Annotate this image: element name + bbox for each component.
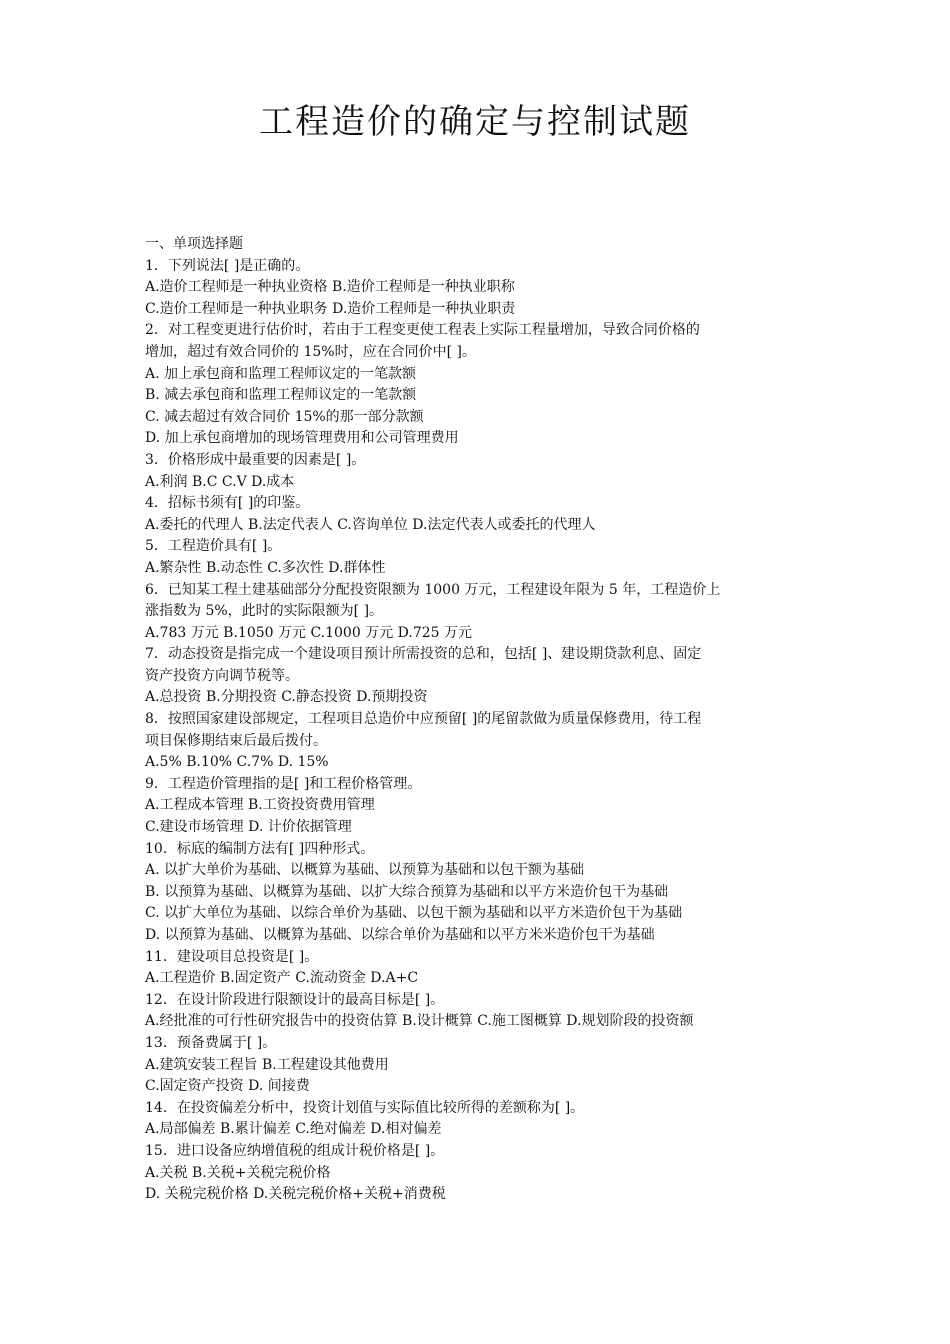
question-2-option-c: C. 减去超过有效合同价 15%的那一部分款额 [145, 408, 424, 425]
question-10-option-b: B. 以预算为基础、以概算为基础、以扩大综合预算为基础和以平方米造价包干为基础 [145, 883, 669, 900]
question-6-continued: 涨指数为 5%，此时的实际限额为[ ]。 [145, 603, 384, 620]
question-10: 10．标底的编制方法有[ ]四种形式。 [145, 840, 375, 857]
question-15: 15．进口设备应纳增值税的组成计税价格是[ ]。 [145, 1142, 445, 1159]
question-3: 3．价格形成中最重要的因素是[ ]。 [145, 451, 366, 468]
document-body [145, 234, 810, 1206]
question-8-options: A.5% B.10% C.7% D. 15% [145, 754, 329, 771]
question-9-options-ab: A.工程成本管理 B.工资投资费用管理 [145, 797, 375, 814]
question-7: 7．动态投资是指完成一个建设项目预计所需投资的总和，包括[ ]、建设期贷款利息、固定 [145, 646, 702, 663]
question-10-option-d: D. 以预算为基础、以概算为基础、以综合单价为基础和以平方米米造价包干为基础 [145, 927, 655, 943]
question-13-options-ab: A.建筑安装工程旨 B.工程建设其他费用 [145, 1056, 389, 1073]
question-2-option-b: B. 减去承包商和监理工程师议定的一笔款额 [145, 387, 417, 404]
question-7-continued: 资产投资方向调节税等。 [145, 667, 299, 684]
question-15-options-ab: A.关税 B.关税+关税完税价格 [145, 1164, 331, 1181]
question-9: 9．工程造价管理指的是[ ]和工程价格管理。 [145, 775, 422, 792]
question-14: 14．在投资偏差分析中，投资计划值与实际值比较所得的差额称为[ ]。 [145, 1099, 585, 1116]
section-heading: 一、单项选择题 [145, 236, 243, 252]
question-13-options-cd: C.固定资产投资 D. 间接费 [145, 1078, 310, 1095]
question-5-options: A.繁杂性 B.动态性 C.多次性 D.群体性 [145, 559, 386, 576]
question-2-option-d: D. 加上承包商增加的现场管理费用和公司管理费用 [145, 430, 459, 447]
question-9-options-cd: C.建设市场管理 D. 计价依据管理 [145, 819, 352, 836]
question-15-options-cd: D. 关税完税价格 D.关税完税价格+关税+消费税 [145, 1186, 446, 1203]
question-8: 8．按照国家建设部规定，工程项目总造价中应预留[ ]的尾留款做为质量保修费用，待工程 [145, 711, 702, 728]
question-11: 11．建设项目总投资是[ ]。 [145, 948, 319, 965]
question-2-option-a: A. 加上承包商和监理工程师议定的一笔款额 [145, 365, 417, 382]
question-12: 12．在设计阶段进行限额设计的最高目标是[ ]。 [145, 991, 445, 1008]
question-8-continued: 项目保修期结束后最后拨付。 [145, 732, 327, 749]
question-6: 6．已知某工程土建基础部分分配投资限额为 1000 万元，工程建设年限为 5 年，工程造价上 [145, 581, 721, 598]
question-1-options-ab: A.造价工程师是一种执业资格 B.造价工程师是一种执业职称 [145, 279, 515, 296]
page-title: 工程造价的确定与控制试题 [259, 102, 691, 142]
question-14-options: A.局部偏差 B.累计偏差 C.绝对偏差 D.相对偏差 [145, 1121, 442, 1138]
question-3-options: A.利润 B.C C.V D.成本 [145, 473, 295, 490]
question-12-options: A.经批准的可行性研究报告中的投资估算 B.设计概算 C.施工图概算 D.规划阶段的投资额 [145, 1013, 694, 1030]
question-4: 4．招标书须有[ ]的印鉴。 [145, 495, 310, 512]
question-6-options: A.783 万元 B.1050 万元 C.1000 万元 D.725 万元 [145, 624, 472, 641]
question-2-continued: 增加，超过有效合同价的 15%时，应在合同价中[ ]。 [145, 343, 476, 360]
question-7-options: A.总投资 B.分期投资 C.静态投资 D.预期投资 [145, 689, 428, 706]
question-1: 1．下列说法[ ]是正确的。 [145, 257, 310, 274]
question-13: 13．预备费属于[ ]。 [145, 1034, 277, 1051]
question-10-option-a: A. 以扩大单价为基础、以概算为基础、以预算为基础和以包干额为基础 [145, 862, 585, 879]
question-10-option-c: C. 以扩大单位为基础、以综合单价为基础、以包干额为基础和以平方米造价包干为基础 [145, 905, 683, 922]
question-1-options-cd: C.造价工程师是一种执业职务 D.造价工程师是一种执业职责 [145, 300, 516, 317]
question-2: 2．对工程变更进行估价时，若由于工程变更使工程表上实际工程量增加，导致合同价格的 [145, 322, 700, 339]
question-11-options: A.工程造价 B.固定资产 C.流动资金 D.A+C [145, 970, 419, 987]
question-4-options: A.委托的代理人 B.法定代表人 C.咨询单位 D.法定代表人或委托的代理人 [145, 516, 596, 533]
question-5: 5．工程造价具有[ ]。 [145, 538, 282, 555]
